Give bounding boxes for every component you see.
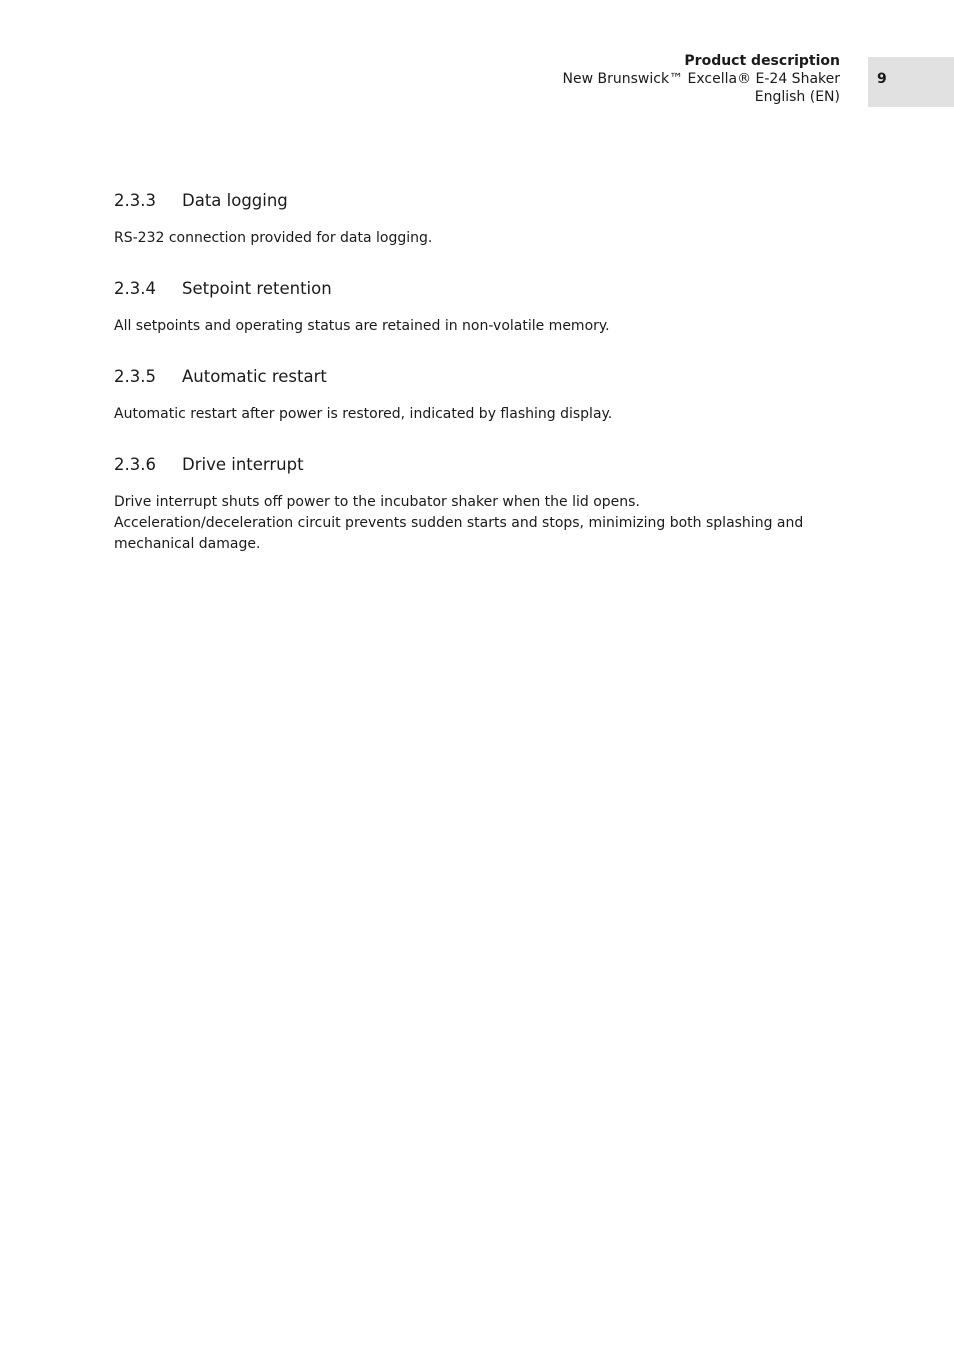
section-number: 2.3.5 bbox=[114, 367, 156, 386]
section-title: Setpoint retention bbox=[182, 279, 332, 298]
section-number: 2.3.6 bbox=[114, 455, 156, 474]
section-paragraph: All setpoints and operating status are retained in non-volatile memory. bbox=[114, 318, 610, 334]
section-automatic-restart bbox=[114, 366, 814, 425]
header-product-name: New Brunswick™ Excella® E-24 Shaker bbox=[562, 71, 840, 87]
section-data-logging bbox=[114, 190, 814, 249]
main-content bbox=[114, 190, 814, 584]
section-number: 2.3.3 bbox=[114, 191, 156, 210]
section-heading bbox=[114, 190, 814, 212]
header-language: English (EN) bbox=[754, 89, 840, 105]
running-header bbox=[563, 52, 840, 106]
section-paragraph: Automatic restart after power is restored, indicated by flashing display. bbox=[114, 406, 613, 422]
section-title: Data logging bbox=[182, 191, 288, 210]
section-heading bbox=[114, 454, 814, 476]
page-number: 9 bbox=[877, 71, 887, 87]
section-drive-interrupt bbox=[114, 454, 814, 555]
section-number: 2.3.4 bbox=[114, 279, 156, 298]
section-heading bbox=[114, 278, 814, 300]
header-section-title: Product description bbox=[684, 53, 840, 69]
page-number-tab bbox=[868, 57, 954, 107]
section-setpoint-retention bbox=[114, 278, 814, 337]
section-paragraph: Drive interrupt shuts off power to the incubator shaker when the lid opens. Acceleration/deceleration circuit prevents sudden starts and stops, minimizing both splashing and mechanical damage. bbox=[114, 494, 804, 552]
section-title: Automatic restart bbox=[182, 367, 327, 386]
section-paragraph: RS-232 connection provided for data logging. bbox=[114, 230, 433, 246]
section-title: Drive interrupt bbox=[182, 455, 304, 474]
section-heading bbox=[114, 366, 814, 388]
